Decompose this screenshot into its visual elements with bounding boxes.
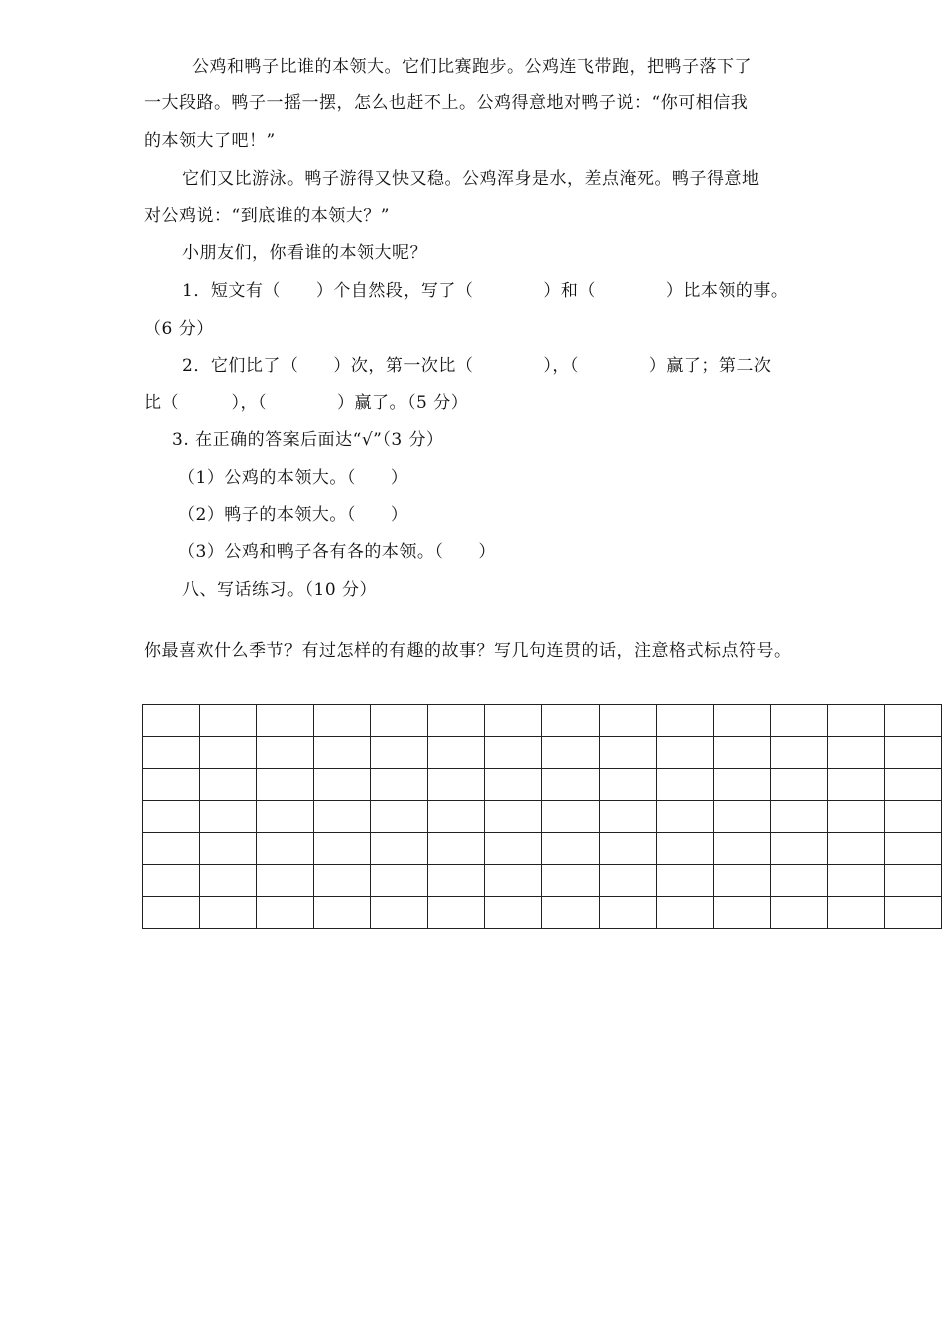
writing-grid-cell[interactable] — [200, 737, 257, 769]
writing-grid-cell[interactable] — [656, 769, 713, 801]
writing-grid-cell[interactable] — [143, 737, 200, 769]
writing-grid-cell[interactable] — [884, 737, 941, 769]
writing-section-title: 八、写话练习。（10 分） — [182, 580, 378, 600]
writing-grid-cell[interactable] — [599, 897, 656, 929]
passage-paragraph-1-line-3: 的本领大了吧！” — [144, 131, 276, 151]
writing-grid-cell[interactable] — [599, 801, 656, 833]
writing-grid-cell[interactable] — [884, 833, 941, 865]
writing-grid-cell[interactable] — [485, 897, 542, 929]
writing-grid-cell[interactable] — [827, 833, 884, 865]
writing-grid-row — [143, 865, 942, 897]
writing-grid-cell[interactable] — [827, 897, 884, 929]
writing-grid-cell[interactable] — [485, 705, 542, 737]
writing-grid-cell[interactable] — [314, 801, 371, 833]
writing-grid-cell[interactable] — [200, 769, 257, 801]
writing-grid-cell[interactable] — [428, 865, 485, 897]
question-1-score: （6 分） — [144, 319, 214, 339]
question-3-option-1: （1）公鸡的本领大。（ ） — [178, 468, 409, 488]
writing-grid-cell[interactable] — [770, 801, 827, 833]
writing-grid-cell[interactable] — [485, 865, 542, 897]
writing-grid-cell[interactable] — [257, 801, 314, 833]
writing-grid-row — [143, 737, 942, 769]
writing-grid-cell[interactable] — [656, 833, 713, 865]
writing-grid-cell[interactable] — [143, 865, 200, 897]
writing-grid-cell[interactable] — [599, 737, 656, 769]
writing-grid-cell[interactable] — [656, 897, 713, 929]
writing-grid-cell[interactable] — [827, 865, 884, 897]
writing-grid-cell[interactable] — [371, 705, 428, 737]
question-2-continued: 比（ ），（ ）赢了。（5 分） — [144, 393, 469, 413]
writing-grid-cell[interactable] — [542, 801, 599, 833]
writing-grid-cell[interactable] — [599, 865, 656, 897]
question-3-title: 3. 在正确的答案后面达“√”（3 分） — [172, 430, 444, 450]
writing-grid-cell[interactable] — [428, 897, 485, 929]
writing-grid-cell[interactable] — [371, 865, 428, 897]
writing-grid-cell[interactable] — [713, 737, 770, 769]
writing-grid-cell[interactable] — [428, 833, 485, 865]
writing-grid-cell[interactable] — [656, 801, 713, 833]
writing-grid-cell[interactable] — [200, 833, 257, 865]
writing-grid-cell[interactable] — [371, 897, 428, 929]
writing-grid-cell[interactable] — [770, 865, 827, 897]
writing-grid-cell[interactable] — [371, 737, 428, 769]
writing-grid-cell[interactable] — [257, 705, 314, 737]
writing-grid-cell[interactable] — [599, 769, 656, 801]
writing-grid-cell[interactable] — [656, 705, 713, 737]
writing-grid-cell[interactable] — [314, 897, 371, 929]
writing-grid-cell[interactable] — [770, 705, 827, 737]
writing-grid-cell[interactable] — [428, 769, 485, 801]
writing-grid-cell[interactable] — [314, 865, 371, 897]
writing-grid-cell[interactable] — [314, 737, 371, 769]
passage-paragraph-1-line-1: 公鸡和鸭子比谁的本领大。它们比赛跑步。公鸡连飞带跑，把鸭子落下了 — [192, 57, 752, 77]
writing-grid-cell[interactable] — [770, 769, 827, 801]
question-2: 2．它们比了（ ）次，第一次比（ ），（ ）赢了；第二次 — [182, 356, 772, 376]
writing-grid-cell[interactable] — [314, 705, 371, 737]
passage-paragraph-2-line-1: 它们又比游泳。鸭子游得又快又稳。公鸡浑身是水，差点淹死。鸭子得意地 — [182, 169, 760, 189]
writing-grid-row — [143, 897, 942, 929]
writing-grid-cell[interactable] — [257, 769, 314, 801]
writing-grid-cell[interactable] — [599, 833, 656, 865]
writing-grid-cell[interactable] — [257, 833, 314, 865]
writing-grid-cell[interactable] — [656, 737, 713, 769]
writing-grid-cell[interactable] — [314, 769, 371, 801]
writing-grid-cell[interactable] — [542, 865, 599, 897]
writing-grid-cell[interactable] — [713, 833, 770, 865]
writing-grid-cell[interactable] — [200, 801, 257, 833]
writing-grid-cell[interactable] — [542, 737, 599, 769]
writing-grid-cell[interactable] — [827, 737, 884, 769]
writing-grid-cell[interactable] — [713, 801, 770, 833]
passage-paragraph-2-line-2: 对公鸡说：“到底谁的本领大？” — [144, 206, 390, 226]
passage-paragraph-3: 小朋友们，你看谁的本领大呢？ — [182, 243, 427, 263]
writing-prompt: 你最喜欢什么季节？有过怎样的有趣的故事？写几句连贯的话，注意格式标点符号。 — [144, 641, 792, 661]
writing-grid-cell[interactable] — [200, 897, 257, 929]
writing-grid-cell[interactable] — [428, 737, 485, 769]
question-3-option-2: （2）鸭子的本领大。（ ） — [178, 505, 409, 525]
writing-grid-cell[interactable] — [884, 865, 941, 897]
question-3-option-3: （3）公鸡和鸭子各有各的本领。（ ） — [178, 542, 496, 562]
writing-grid-cell[interactable] — [713, 769, 770, 801]
writing-grid-cell[interactable] — [485, 737, 542, 769]
writing-grid-cell[interactable] — [257, 897, 314, 929]
writing-grid-cell[interactable] — [257, 865, 314, 897]
writing-grid-cell[interactable] — [713, 865, 770, 897]
writing-grid-cell[interactable] — [200, 705, 257, 737]
writing-grid-cell[interactable] — [713, 897, 770, 929]
writing-grid-cell[interactable] — [428, 801, 485, 833]
writing-grid-cell[interactable] — [371, 833, 428, 865]
writing-grid-cell[interactable] — [200, 865, 257, 897]
writing-grid-row — [143, 833, 942, 865]
writing-grid-cell[interactable] — [143, 897, 200, 929]
writing-grid-cell[interactable] — [827, 769, 884, 801]
writing-grid-cell[interactable] — [485, 801, 542, 833]
writing-grid-cell[interactable] — [143, 769, 200, 801]
writing-grid-row — [143, 769, 942, 801]
writing-grid-cell[interactable] — [542, 897, 599, 929]
writing-grid-cell[interactable] — [884, 705, 941, 737]
writing-grid-cell[interactable] — [143, 705, 200, 737]
writing-grid-cell[interactable] — [599, 705, 656, 737]
writing-grid-cell[interactable] — [713, 705, 770, 737]
writing-grid-cell[interactable] — [485, 769, 542, 801]
writing-grid-cell[interactable] — [770, 737, 827, 769]
writing-grid-cell[interactable] — [656, 865, 713, 897]
writing-grid-cell[interactable] — [884, 769, 941, 801]
writing-grid-cell[interactable] — [542, 705, 599, 737]
passage-paragraph-1-line-2: 一大段路。鸭子一摇一摆，怎么也赶不上。公鸡得意地对鸭子说：“你可相信我 — [144, 93, 749, 113]
writing-grid-row — [143, 705, 942, 737]
question-1: 1．短文有（ ）个自然段，写了（ ）和（ ）比本领的事。 — [182, 281, 789, 301]
writing-grid-cell[interactable] — [542, 769, 599, 801]
writing-grid-cell[interactable] — [827, 705, 884, 737]
writing-grid-cell[interactable] — [770, 897, 827, 929]
writing-grid-cell[interactable] — [371, 801, 428, 833]
writing-grid-cell[interactable] — [884, 801, 941, 833]
writing-grid-cell[interactable] — [257, 737, 314, 769]
writing-grid-cell[interactable] — [371, 769, 428, 801]
writing-grid[interactable] — [142, 704, 942, 929]
writing-grid-cell[interactable] — [542, 833, 599, 865]
writing-grid-cell[interactable] — [428, 705, 485, 737]
writing-grid-cell[interactable] — [827, 801, 884, 833]
writing-grid-cell[interactable] — [143, 801, 200, 833]
writing-grid-cell[interactable] — [485, 833, 542, 865]
writing-grid-cell[interactable] — [314, 833, 371, 865]
writing-grid-cell[interactable] — [770, 833, 827, 865]
writing-grid-cell[interactable] — [884, 897, 941, 929]
writing-grid-row — [143, 801, 942, 833]
writing-grid-cell[interactable] — [143, 833, 200, 865]
